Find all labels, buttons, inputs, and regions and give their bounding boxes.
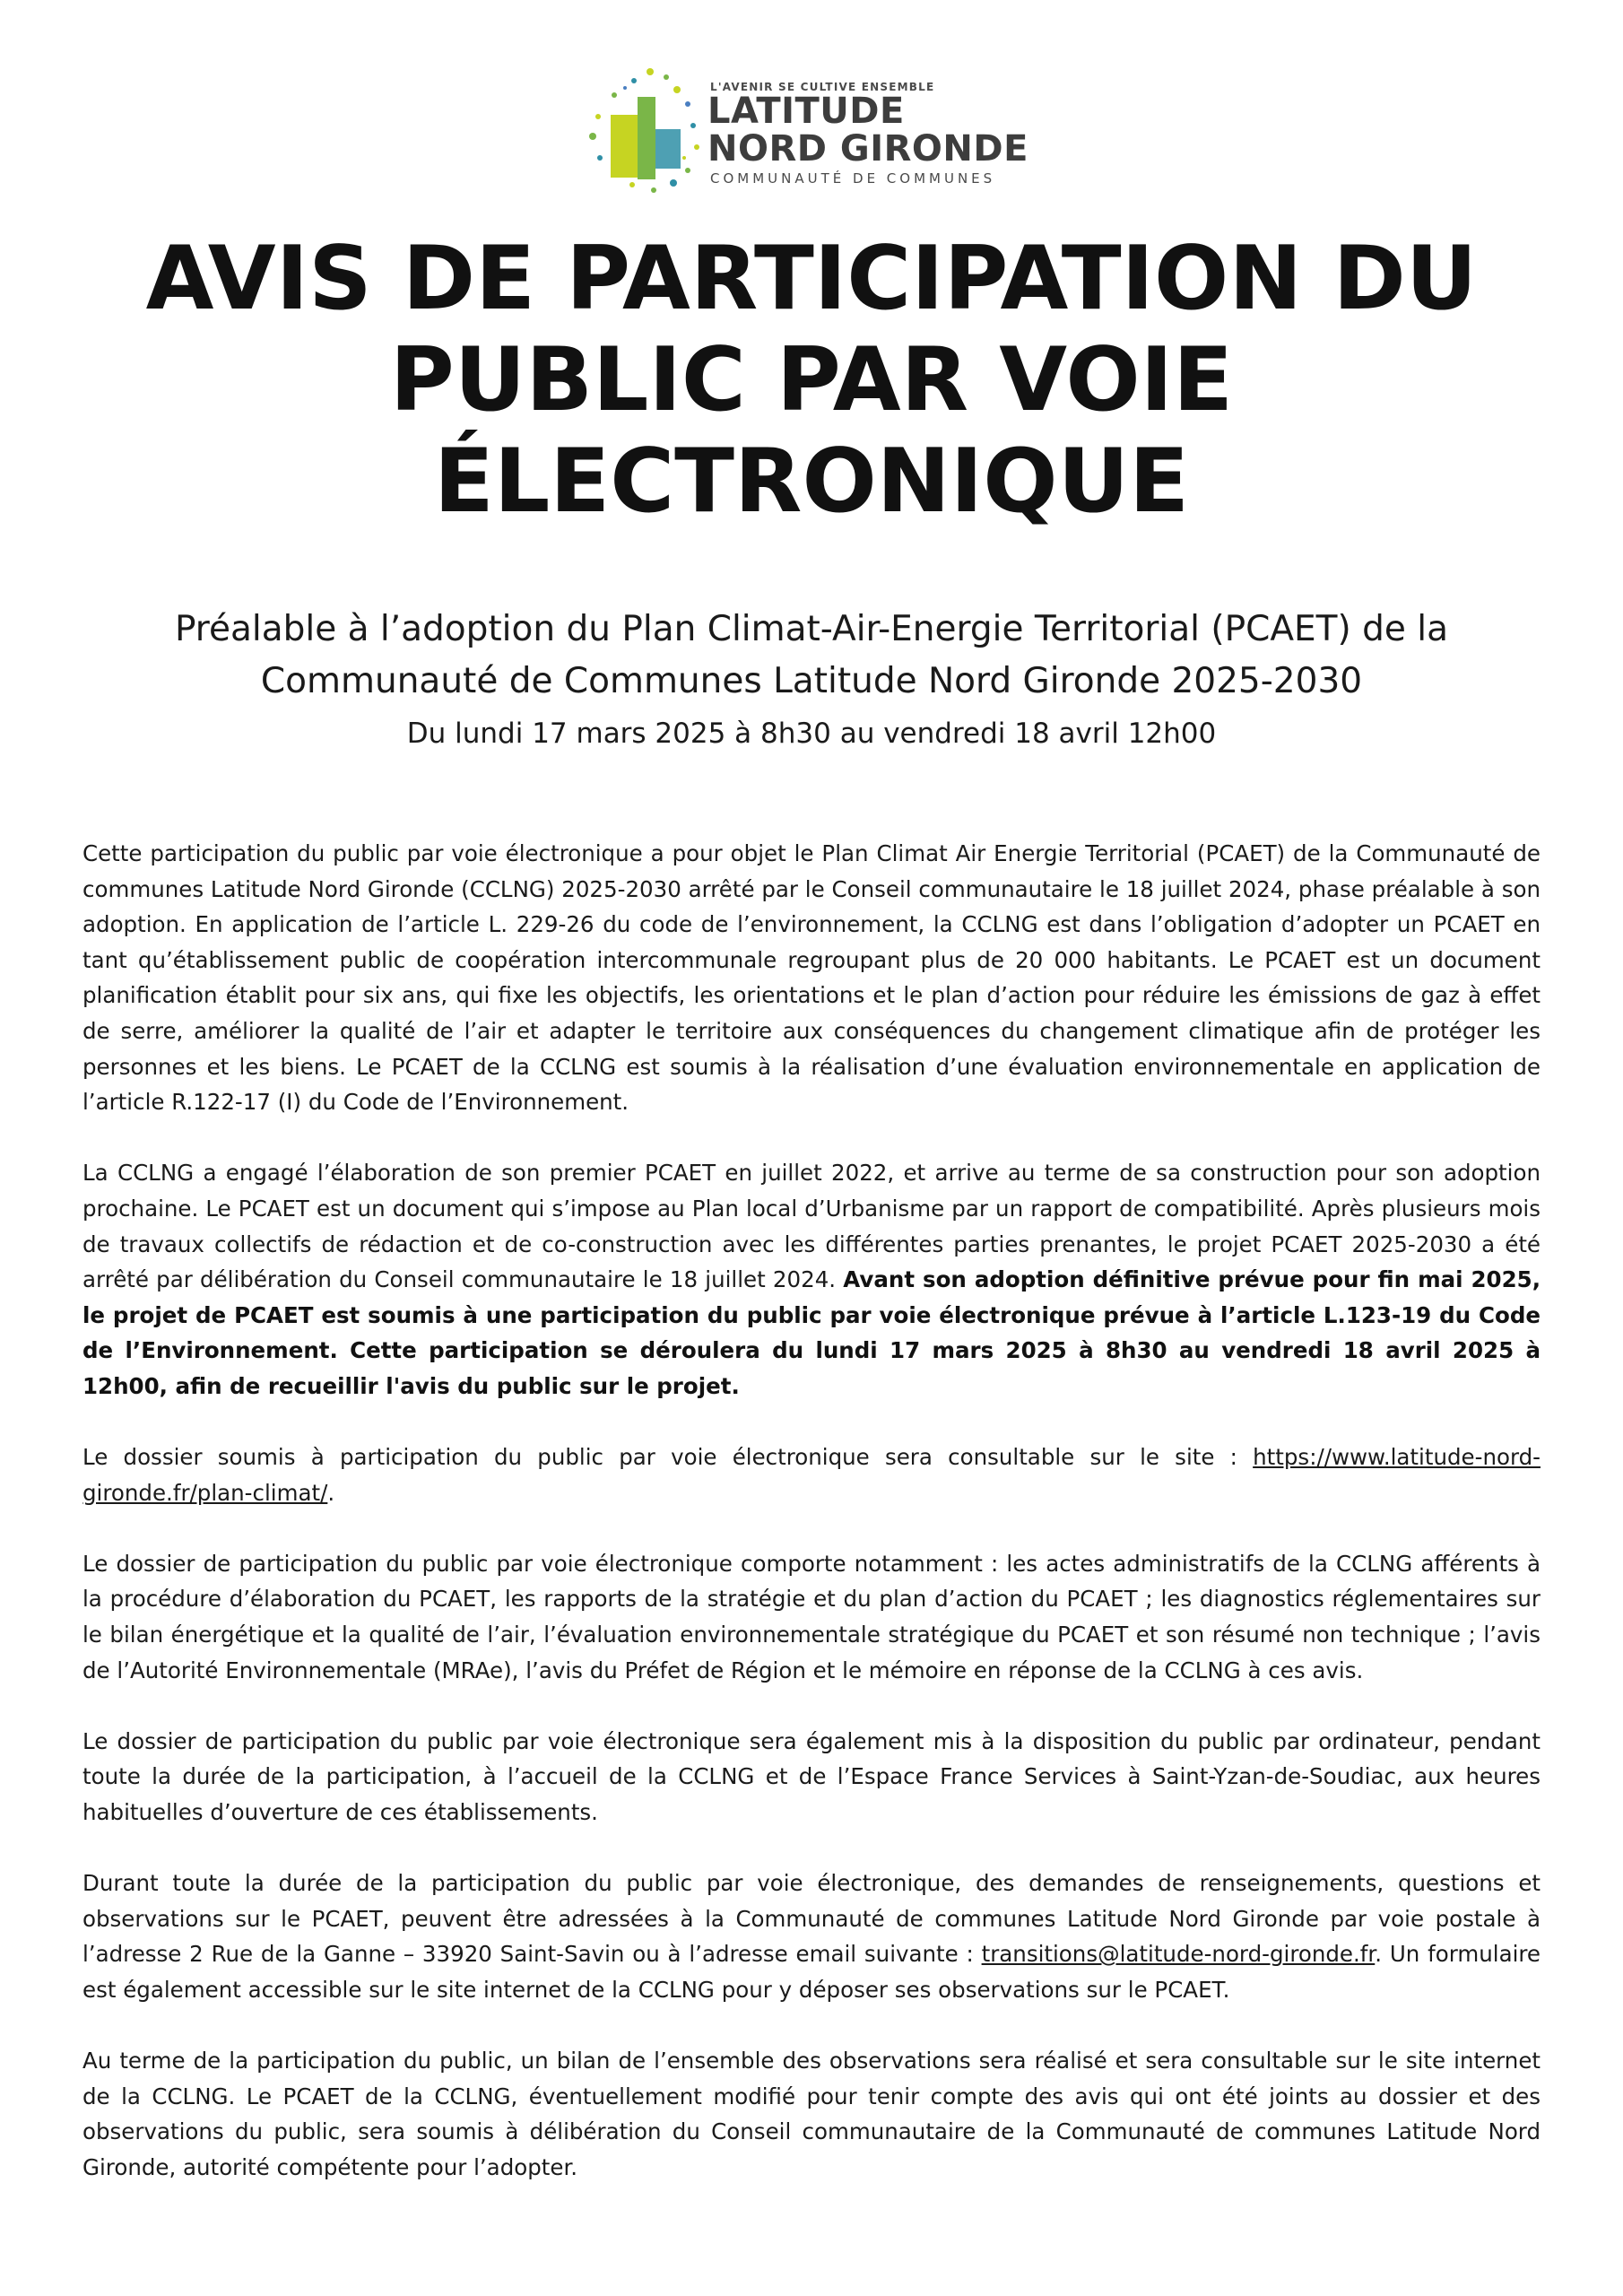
participation-dates: Du lundi 17 mars 2025 à 8h30 au vendredi 18 avril 12h00	[406, 718, 1217, 750]
paragraph-text: Durant toute la durée de la participation du public par voie électronique, des demandes de renseignements, questions et observations sur le PCAET, peuvent être adressées à la Communauté de communes Latitude Nord Gironde par voie postale à l’adresse 2 Rue de la Ganne – 33920 Saint-Savin ou à l’adresse email suivante :	[82, 1870, 1541, 1968]
email-link[interactable]: transitions@latitude-nord-gironde.fr	[981, 1941, 1376, 1968]
paragraph: Le dossier de participation du public par voie électronique comporte notamment : les actes administratifs de la CCLNG afférents à la procédure d’élaboration du PCAET, les rapports de la stratégie et du plan d’action du PCAET ; les diagnostics réglementaires sur le bilan énergétique et la qualité de l’air, l’évaluation environnementale stratégique du PCAET et son résumé non technique ; l’avis de l’Autorité Environnementale (MRAe), l’avis du Préfet de Région et le mémoire en réponse de la CCLNG à ces avis.	[82, 1550, 1541, 1683]
paragraph-bold-text: Avant son adoption définitive prévue pour fin mai 2025, le projet de PCAET est soumis à une participation du public par voie électronique prévue à l’article L.123-19 du Code de l’Environnement. Cette participation se déroulera du lundi 17 mars 2025 à 8h30 au vendredi 18 avril 2025 à 12h00, afin de recueillir l'avis du public sur le projet.	[82, 1266, 1541, 1399]
logo-mark-icon	[587, 65, 704, 199]
paragraph	[82, 1439, 1541, 1510]
subtitle-line: Préalable à l’adoption du Plan Climat-Air-Energie Territorial (PCAET) de la	[174, 609, 1449, 649]
subtitle-line: Communauté de Communes Latitude Nord Gironde 2025-2030	[260, 661, 1363, 701]
title-line: AVIS DE PARTICIPATION DU	[145, 228, 1478, 330]
logo-tagline: L'AVENIR SE CULTIVE ENSEMBLE	[710, 81, 935, 93]
paragraph: Au terme de la participation du public, un bilan de l’ensemble des observations sera réalisé et sera consultable sur le site internet de la CCLNG. Le PCAET de la CCLNG, éventuellement modifié pour tenir compte des avis qui ont été joints au dossier et des observations du public, sera soumis à délibération du Conseil communautaire de la Communauté de communes Latitude Nord Gironde, autorité compétente pour l’adopter.	[82, 2048, 1541, 2180]
subtitle	[81, 604, 1542, 708]
document-body	[82, 836, 1541, 2221]
paragraph-text: La CCLNG a engagé l’élaboration de son premier PCAET en juillet 2022, et arrive au terme de sa construction pour son adoption prochaine. Le PCAET est un document qui s’impose au Plan local d’Urbanisme par un rapport de compatibilité. Après plusieurs mois de travaux collectifs de rédaction et de co-construction avec les différentes parties prenantes, le projet PCAET 2025-2030 a été arrêté par délibération du Conseil communautaire le 18 juillet 2024.	[82, 1160, 1541, 1293]
page-title	[54, 229, 1569, 533]
logo-subline: COMMUNAUTÉ DE COMMUNES	[710, 170, 996, 187]
paragraph: Le dossier de participation du public par voie électronique sera également mis à la disposition du public par ordinateur, pendant toute la durée de la participation, à l’accueil de la CCLNG et de l’Espace France Services à Saint-Yzan-de-Soudiac, aux heures habituelles d’ouverture de ces établissements.	[82, 1727, 1541, 1826]
paragraph	[82, 1155, 1541, 1404]
title-line: PUBLIC PAR VOIE	[389, 329, 1234, 431]
logo-name-line1: LATITUDE	[707, 91, 905, 132]
paragraph-text: . Un formulaire est également accessible sur le site internet de la CCLNG pour y déposer ses observations sur le PCAET.	[82, 1941, 1541, 2003]
paragraph-text: .	[327, 1479, 335, 1506]
logo	[587, 65, 1054, 199]
logo-name-line2: NORD GIRONDE	[707, 128, 1028, 170]
paragraph	[82, 1866, 1541, 2007]
paragraph-text: Le dossier soumis à participation du public par voie électronique sera consultable sur le site :	[82, 1444, 1254, 1471]
paragraph: Cette participation du public par voie électronique a pour objet le Plan Climat Air Energie Territorial (PCAET) de la Communauté de communes Latitude Nord Gironde (CCLNG) 2025-2030 arrêté par le Conseil communautaire le 18 juillet 2024, phase préalable à son adoption. En application de l’article L. 229-26 du code de l’environnement, la CCLNG est dans l’obligation d’adopter un PCAET en tant qu’établissement public de coopération intercommunale regroupant plus de 20 000 habitants. Le PCAET est un document planification établit pour six ans, qui fixe les objectifs, les orientations et le plan d’action pour réduire les émissions de gaz à effet de serre, améliorer la qualité de l’air et adapter le territoire aux conséquences du changement climatique afin de protéger les personnes et les biens. Le PCAET de la CCLNG est soumis à la réalisation d’une évaluation environnementale en application de l’article R.122-17 (I) du Code de l’Environnement.	[82, 840, 1541, 1116]
title-line: ÉLECTRONIQUE	[433, 430, 1190, 533]
plan-climat-link[interactable]: https://www.latitude-nord-gironde.fr/plan-climat/	[82, 1444, 1541, 1506]
